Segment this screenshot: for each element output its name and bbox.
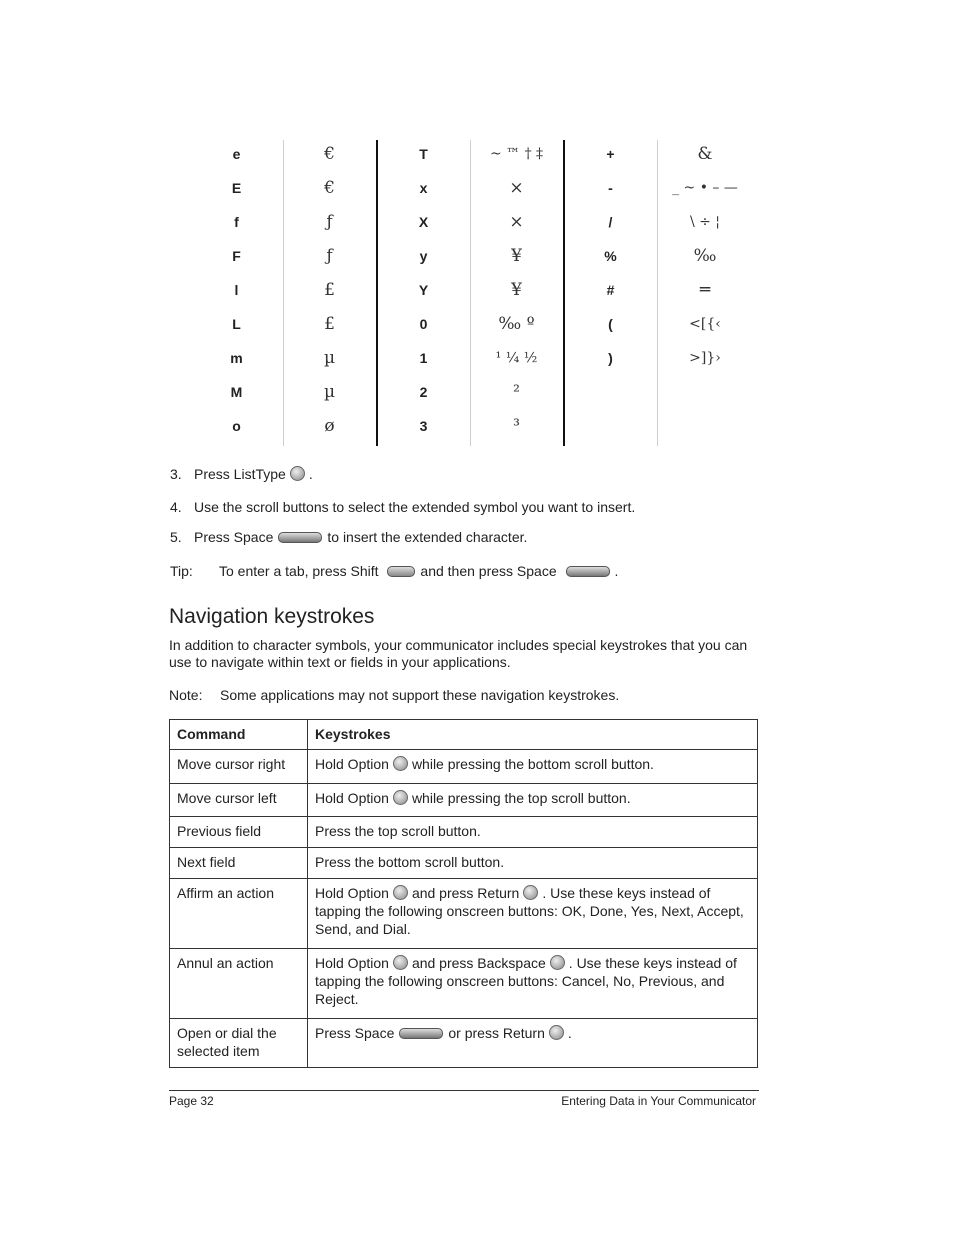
keystroke-text: . Use these keys instead of tapping the following onscreen buttons: OK, Done, Yes, Next, Accept, Send, and Dial. bbox=[315, 885, 744, 937]
step-number: 3. bbox=[170, 466, 182, 482]
tip-text-2: and then press Space bbox=[420, 563, 557, 579]
step-item bbox=[170, 529, 527, 545]
symbol-value: £ bbox=[324, 280, 335, 300]
symbol-key: m bbox=[230, 350, 243, 366]
keystrokes-cell bbox=[308, 817, 758, 848]
command-cell: Move cursor left bbox=[170, 784, 308, 817]
symbol-key: / bbox=[608, 214, 613, 230]
symbol-value: & bbox=[697, 144, 713, 164]
step-text: Press Space bbox=[194, 529, 274, 545]
symbol-value: <[{‹ bbox=[689, 316, 721, 332]
symbol-value: >]}› bbox=[689, 350, 721, 366]
key-button-icon bbox=[393, 790, 408, 805]
keystroke-text: Hold Option bbox=[315, 756, 389, 772]
keystroke-text: Press Space bbox=[315, 1025, 395, 1041]
table-row bbox=[170, 879, 758, 949]
tip-text-1: To enter a tab, press Shift bbox=[219, 563, 379, 579]
tip-label: Tip: bbox=[170, 563, 193, 579]
symbol-value: µ bbox=[323, 348, 336, 368]
space-key-icon bbox=[278, 532, 322, 543]
symbol-key: 0 bbox=[419, 316, 428, 332]
key-button-icon bbox=[393, 955, 408, 970]
symbol-value: × bbox=[509, 178, 524, 198]
table-row bbox=[170, 784, 758, 817]
symbol-key: F bbox=[232, 248, 241, 264]
note-label: Note: bbox=[169, 687, 203, 703]
section-heading: Navigation keystrokes bbox=[169, 605, 375, 628]
space-key-icon bbox=[399, 1028, 443, 1039]
symbol-key: M bbox=[230, 384, 243, 400]
command-cell: Open or dial the selected item bbox=[170, 1019, 308, 1068]
key-button-icon bbox=[290, 466, 305, 481]
symbol-value: ‰ bbox=[693, 246, 717, 266]
table-header-row bbox=[170, 720, 758, 750]
command-cell: Affirm an action bbox=[170, 879, 308, 949]
note bbox=[169, 687, 619, 703]
keystroke-text: or press Return bbox=[448, 1025, 545, 1041]
symbol-value: ¥ bbox=[511, 246, 522, 266]
table-row bbox=[170, 848, 758, 879]
symbol-value: _ ~ • – — bbox=[672, 180, 738, 196]
symbol-column bbox=[470, 140, 563, 446]
keystrokes-cell bbox=[308, 879, 758, 949]
symbol-key: + bbox=[606, 146, 615, 162]
footer-divider bbox=[169, 1090, 759, 1091]
note-text: Some applications may not support these navigation keystrokes. bbox=[220, 687, 620, 703]
symbol-value: ƒ bbox=[326, 212, 333, 232]
symbol-column bbox=[564, 140, 657, 446]
symbol-key: f bbox=[234, 214, 239, 230]
symbol-key: T bbox=[419, 146, 428, 162]
symbol-value: ² bbox=[513, 382, 520, 402]
command-cell: Previous field bbox=[170, 817, 308, 848]
step-text: Use the scroll buttons to select the extended symbol you want to insert. bbox=[194, 499, 636, 515]
keystroke-text: and press Backspace bbox=[411, 955, 546, 971]
keystroke-text: Press the top scroll button. bbox=[315, 823, 481, 839]
keystroke-text: Hold Option bbox=[315, 885, 389, 901]
table-row bbox=[170, 949, 758, 1019]
symbol-column bbox=[190, 140, 283, 446]
symbol-value: ¹ ¼ ½ bbox=[495, 350, 538, 366]
symbol-value: ‰ º bbox=[498, 314, 535, 334]
keystrokes-cell bbox=[308, 848, 758, 879]
keystroke-text: Hold Option bbox=[315, 955, 389, 971]
keystrokes-cell bbox=[308, 750, 758, 784]
step-number: 5. bbox=[170, 529, 182, 545]
keystrokes-cell bbox=[308, 949, 758, 1019]
command-cell: Annul an action bbox=[170, 949, 308, 1019]
symbol-key: E bbox=[231, 180, 242, 196]
symbol-key: L bbox=[232, 316, 241, 332]
command-cell: Next field bbox=[170, 848, 308, 879]
step-text: Press ListType bbox=[194, 466, 286, 482]
key-button-icon bbox=[550, 955, 565, 970]
symbol-key: 1 bbox=[419, 350, 428, 366]
keystrokes-cell bbox=[308, 784, 758, 817]
step-text: to insert the extended character. bbox=[327, 529, 528, 545]
table-row bbox=[170, 750, 758, 784]
key-button-icon bbox=[393, 756, 408, 771]
step-number: 4. bbox=[170, 499, 182, 515]
symbol-key: X bbox=[418, 214, 429, 230]
keystroke-text: . Use these keys instead of tapping the following onscreen buttons: Cancel, No, Previous, and Reject. bbox=[315, 955, 737, 1007]
page-number: Page 32 bbox=[169, 1094, 214, 1108]
symbol-column bbox=[377, 140, 470, 446]
tip-text-3: . bbox=[614, 563, 619, 579]
shift-key-icon bbox=[387, 566, 415, 577]
step-item bbox=[170, 466, 313, 482]
symbol-value: ƒ bbox=[326, 246, 333, 266]
symbol-value: ~ ™ † ‡ bbox=[489, 146, 544, 162]
symbol-value: \ ÷ ¦ bbox=[689, 214, 721, 230]
symbol-value: ø bbox=[324, 416, 335, 436]
column-header: Keystrokes bbox=[308, 720, 758, 750]
key-button-icon bbox=[549, 1025, 564, 1040]
table-row bbox=[170, 817, 758, 848]
symbol-value: µ bbox=[323, 382, 336, 402]
keystroke-text: Press the bottom scroll button. bbox=[315, 854, 505, 870]
symbol-value: £ bbox=[324, 314, 335, 334]
symbol-key: l bbox=[234, 282, 239, 298]
keystroke-text: while pressing the bottom scroll button. bbox=[411, 756, 654, 772]
symbol-value: € bbox=[324, 144, 335, 164]
step-item bbox=[170, 499, 635, 515]
symbol-key: - bbox=[608, 180, 613, 196]
symbol-key: y bbox=[419, 248, 428, 264]
column-header: Command bbox=[170, 720, 308, 750]
intro-paragraph: In addition to character symbols, your communicator includes special keystrokes that you can use to navigate within text or fields in your applications. bbox=[169, 637, 748, 670]
keystroke-text: Hold Option bbox=[315, 790, 389, 806]
symbol-key: Y bbox=[418, 282, 429, 298]
symbol-key: ( bbox=[608, 316, 613, 332]
tip bbox=[170, 563, 618, 579]
space-key-icon bbox=[566, 566, 610, 577]
symbol-key: % bbox=[604, 248, 617, 264]
symbol-value: ¥ bbox=[511, 280, 522, 300]
step-text: . bbox=[308, 466, 313, 482]
keystrokes-cell bbox=[308, 1019, 758, 1068]
symbol-value: ³ bbox=[513, 416, 520, 436]
symbol-column bbox=[657, 140, 753, 446]
symbol-value: ═ bbox=[699, 280, 711, 300]
keystroke-text: . bbox=[567, 1025, 572, 1041]
symbol-value: € bbox=[324, 178, 335, 198]
symbol-key: x bbox=[419, 180, 428, 196]
table-row bbox=[170, 1019, 758, 1068]
key-button-icon bbox=[523, 885, 538, 900]
keystroke-text: and press Return bbox=[411, 885, 520, 901]
key-button-icon bbox=[393, 885, 408, 900]
symbol-key: e bbox=[232, 146, 241, 162]
symbol-column bbox=[283, 140, 376, 446]
symbol-key: ) bbox=[608, 350, 613, 366]
chapter-title: Entering Data in Your Communicator bbox=[561, 1094, 756, 1108]
symbol-key: o bbox=[232, 418, 241, 434]
symbol-key: 3 bbox=[419, 418, 428, 434]
symbol-key: 2 bbox=[419, 384, 428, 400]
keystroke-text: while pressing the top scroll button. bbox=[411, 790, 631, 806]
symbol-key: # bbox=[606, 282, 615, 298]
symbol-value: × bbox=[509, 212, 524, 232]
navigation-keystrokes-table bbox=[169, 719, 758, 1068]
command-cell: Move cursor right bbox=[170, 750, 308, 784]
